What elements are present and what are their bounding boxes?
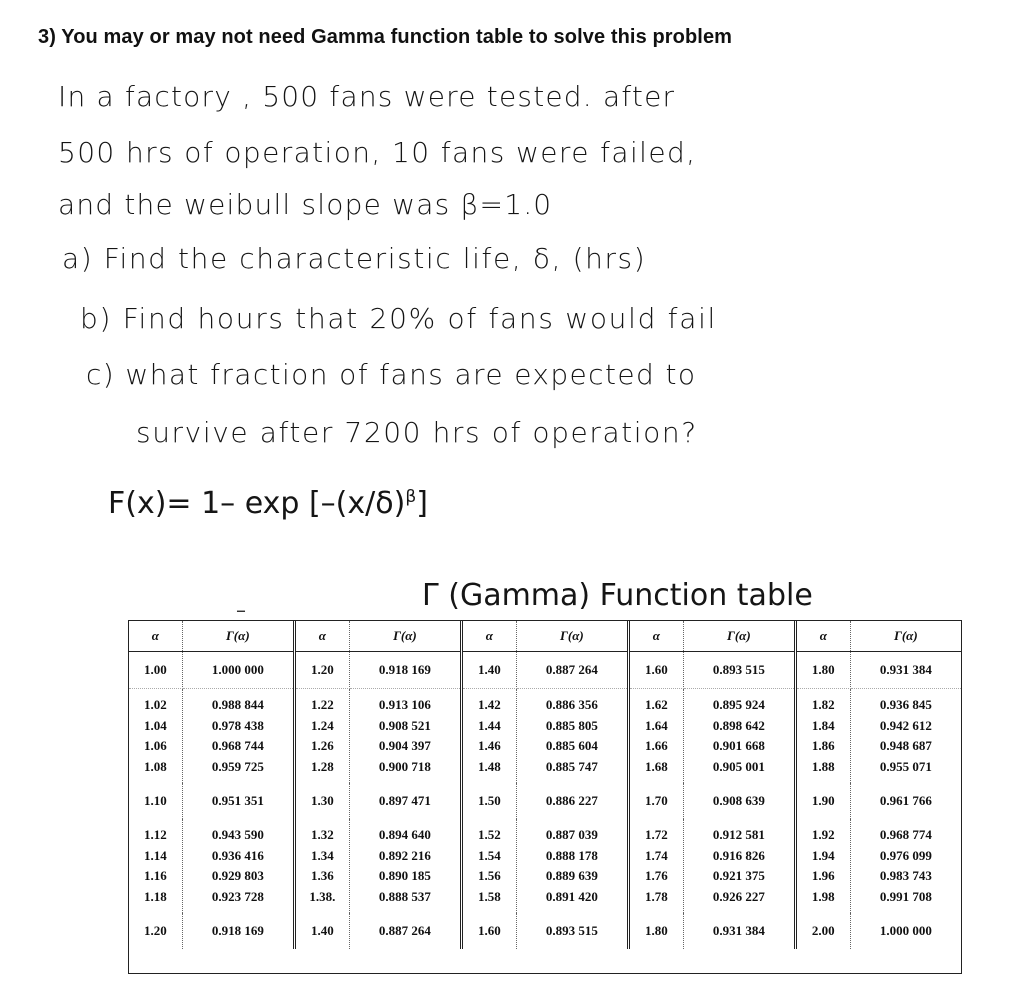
table-cell: 0.931 384 [683,913,795,949]
table-cell: 1.70 [629,783,684,819]
formula-lhs: F(x)= 1– exp [–( [108,486,348,521]
table-cell: 0.951 351 [182,783,294,819]
table-cell: 1.32 1.34 1.36 1.38. [294,819,349,913]
table-cell: 0.988 844 0.978 438 0.968 744 0.959 725 [182,689,294,784]
table-cell: 1.92 1.94 1.96 1.98 [795,819,850,913]
table-title: Γ (Gamma) Function table [422,578,813,613]
header-alpha-2: α [294,621,349,652]
table-cell: 0.918 169 [182,913,294,949]
weibull-cdf-formula [108,486,428,521]
table-cell: 0.893 515 [516,913,628,949]
table-cell: 0.968 774 0.976 099 0.983 743 0.991 708 [879,827,932,904]
formula-close: ) [393,486,406,521]
table-cell: 2.00 [795,913,850,949]
table-cell: 0.913 106 0.908 521 0.904 397 0.900 718 [349,689,461,784]
table-cell: 0.886 356 0.885 805 0.885 604 0.885 747 [516,689,628,784]
table-cell: 1.72 1.74 1.76 1.78 [629,819,684,913]
table-row [129,652,961,689]
table-cell: 0.887 264 [349,913,461,949]
problem-line-1: In a factory , 500 fans were tested. after [58,80,676,113]
table-cell: 1.62 1.64 1.66 1.68 [629,689,684,784]
table-cell: 1.22 1.24 1.26 1.28 [294,689,349,784]
table-cell: 1.52 1.54 1.56 1.58 [462,819,517,913]
table-cell: 0.961 766 [879,792,932,808]
table-cell: 0.943 590 0.936 416 0.929 803 0.923 728 [182,819,294,913]
table-cell: 0.886 227 [516,783,628,819]
problem-heading: 3) You may or may not need Gamma function table to solve this problem [38,26,733,48]
table-row [129,783,961,819]
table-header-row [129,621,961,652]
header-gamma-5: Γ(α) [850,621,961,652]
table-cell: 1.60 [462,913,517,949]
table-cell: 1.50 [462,783,517,819]
table-cell: 0.912 581 0.916 826 0.921 375 0.926 227 [683,819,795,913]
table-cell: 0.894 640 0.892 216 0.890 185 0.888 537 [349,819,461,913]
header-gamma-1: Γ(α) [182,621,294,652]
table-cell: 0.918 169 [349,652,461,689]
table-row [129,819,961,913]
table-cell: 1.20 [129,913,182,949]
table-row [129,689,961,784]
table-cell: 1.00 [129,652,182,689]
part-a: a) Find the characteristic life, δ, (hrs) [62,242,647,275]
table-cell: 0.936 845 0.942 612 0.948 687 0.955 071 [879,697,932,774]
stray-dash: – [236,598,246,622]
table-cell: 1.80 [629,913,684,949]
header-gamma-4: Γ(α) [683,621,795,652]
table-cell: 1.60 [629,652,684,689]
formula-end: ] [416,486,428,521]
table-cell: 0.893 515 [683,652,795,689]
table-cell: 1.12 1.14 1.16 1.18 [129,819,182,913]
table-cell: 1.90 [795,783,850,819]
header-alpha-3: α [462,621,517,652]
table-cell: 0.908 639 [683,783,795,819]
header-alpha-5: α [795,621,850,652]
table-cell: 0.931 384 [850,652,961,689]
formula-exponent: β [405,487,417,507]
part-c: c) what fraction of fans are expected to [86,358,697,391]
table-cell: 1.000 000 [182,652,294,689]
table-cell: 1.10 [129,783,182,819]
table-cell: 0.887 264 [516,652,628,689]
header-alpha-1: α [129,621,182,652]
gamma-function-table [128,620,962,974]
part-b: b) Find hours that 20% of fans would fail [80,302,718,335]
formula-fraction: x/δ [347,486,394,521]
header-alpha-4: α [629,621,684,652]
problem-line-2: 500 hrs of operation, 10 fans were failed, [58,136,697,169]
table-cell: 1.000 000 [879,922,932,938]
table-cell: 1.40 [294,913,349,949]
table-cell: 1.42 1.44 1.46 1.48 [462,689,517,784]
table-cell: 1.02 1.04 1.06 1.08 [129,689,182,784]
table-cell: 1.30 [294,783,349,819]
part-c-continued: survive after 7200 hrs of operation? [136,416,698,449]
table-cell: 1.40 [462,652,517,689]
table-cell: 1.82 1.84 1.86 1.88 [795,689,850,784]
table-cell: 0.887 039 0.888 178 0.889 639 0.891 420 [516,819,628,913]
table-cell: 1.20 [294,652,349,689]
problem-line-3: and the weibull slope was β=1.0 [58,188,553,221]
header-gamma-2: Γ(α) [349,621,461,652]
header-gamma-3: Γ(α) [516,621,628,652]
table-cell: 0.897 471 [349,783,461,819]
table-row [129,913,961,949]
table-cell: 1.80 [795,652,850,689]
table-cell: 0.895 924 0.898 642 0.901 668 0.905 001 [683,689,795,784]
